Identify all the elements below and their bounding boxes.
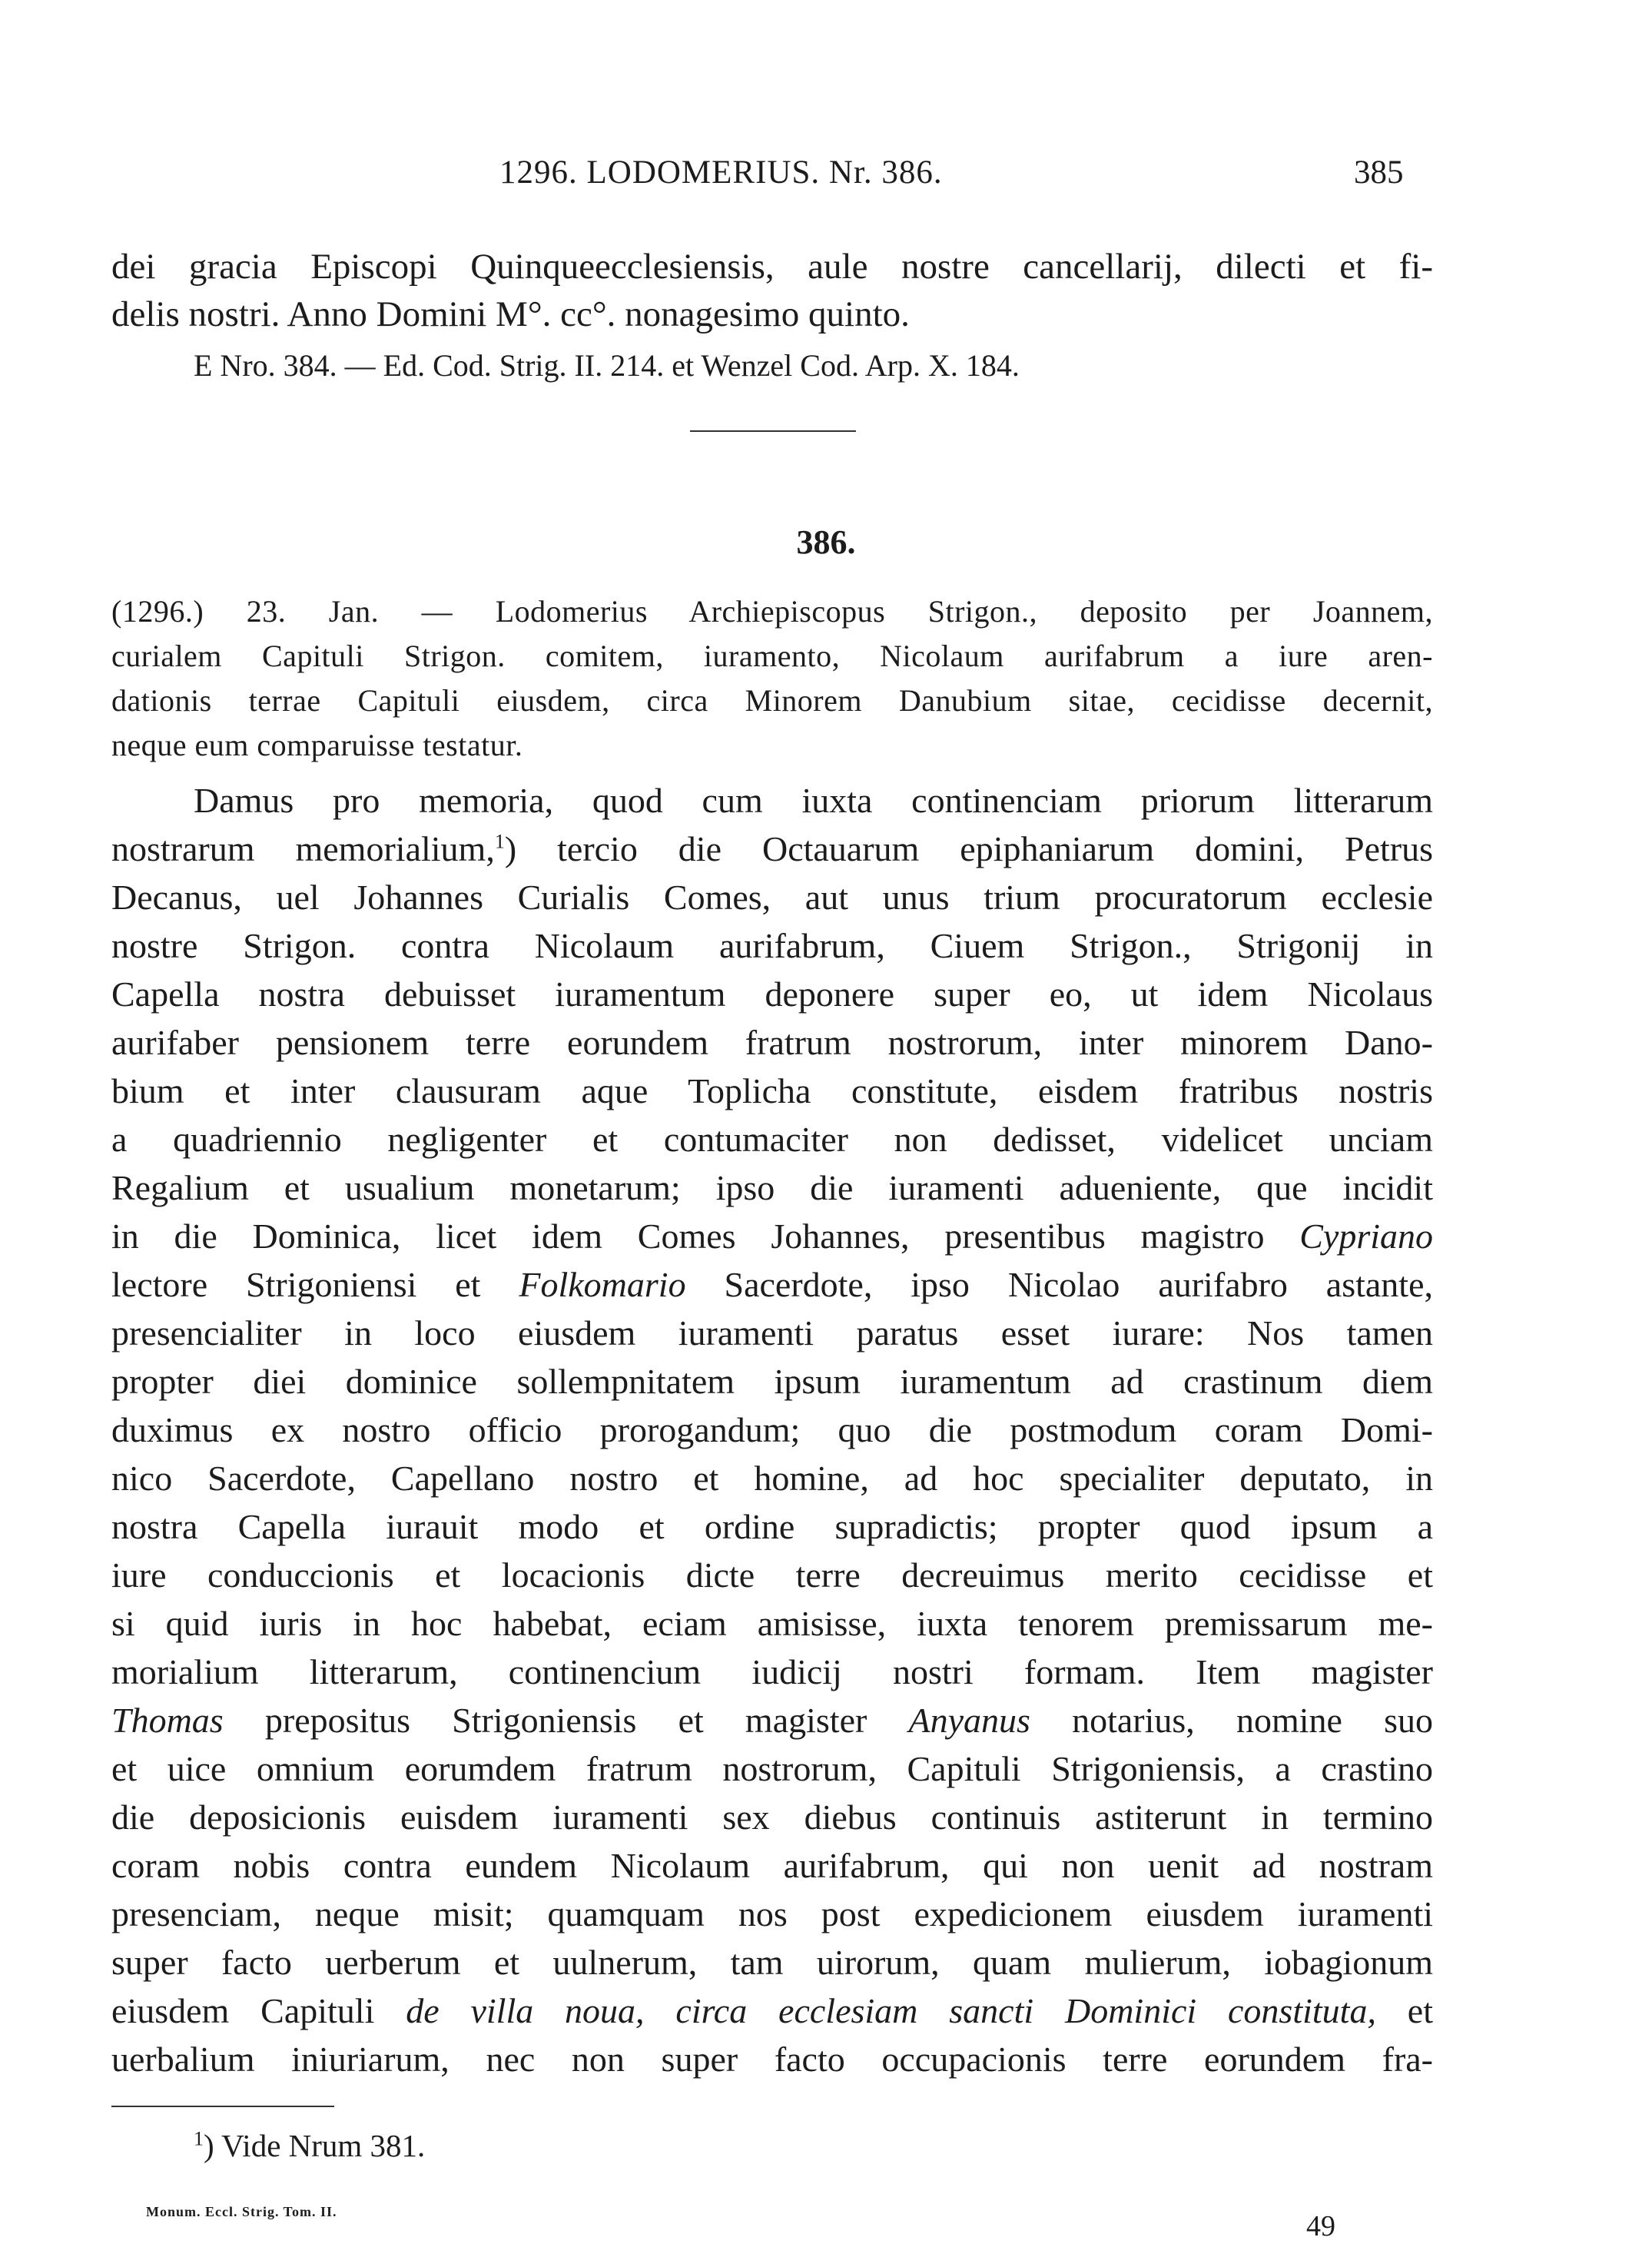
italic-name: Anyanus xyxy=(908,1701,1030,1740)
section-divider xyxy=(690,430,856,432)
italic-name: Cypriano xyxy=(1299,1216,1434,1256)
footnote-marker: 1 xyxy=(194,2127,204,2150)
edition-note: E Nro. 384. — Ed. Cod. Strig. II. 214. et Wenzel Cod. Arp. X. 184. xyxy=(194,348,1020,383)
text-line: coram nobis contra eundem Nicolaum aurifabrum, qui non uenit ad nostram xyxy=(111,1846,1433,1885)
regest-line: (1296.) 23. Jan. — Lodomerius Archiepiscopus Strigon., deposito per Joannem, xyxy=(111,594,1433,629)
text-line: Decanus, uel Johannes Curialis Comes, aut unus trium procuratorum ecclesie xyxy=(111,878,1433,917)
text-line: nico Sacerdote, Capellano nostro et homine, ad hoc specialiter deputato, in xyxy=(111,1459,1433,1498)
footnote-reference: 1 xyxy=(494,830,505,853)
italic-name: Folkomario xyxy=(519,1265,686,1304)
text-line: Regalium et usualium monetarum; ipso die iuramenti adueniente, que incidit xyxy=(111,1168,1433,1207)
text-line: si quid iuris in hoc habebat, eciam amisisse, iuxta tenorem premissarum me- xyxy=(111,1604,1433,1643)
previous-doc-line: delis nostri. Anno Domini M°. cc°. nonagesimo quinto. xyxy=(111,294,910,334)
regest-line: curialem Capituli Strigon. comitem, iuramento, Nicolaum aurifabrum a iure aren- xyxy=(111,639,1433,673)
italic-name: Thomas xyxy=(111,1701,224,1740)
text-line: propter diei dominice sollempnitatem ipsum iuramentum ad crastinum diem xyxy=(111,1362,1433,1401)
text-line: iure conduccionis et locacionis dicte terre decreuimus merito cecidisse et xyxy=(111,1555,1433,1595)
footnote: $^1$) Vide Nrum 381. xyxy=(194,2127,426,2163)
text-line: a quadriennio negligenter et contumaciter non dedisset, videlicet unciam xyxy=(111,1120,1433,1159)
text-line: et uice omnium eorumdem fratrum nostrorum, Capituli Strigoniensis, a crastino xyxy=(111,1749,1433,1788)
printer-signature: Monum. Eccl. Strig. Tom. II. xyxy=(146,2204,337,2219)
text-line: Thomas prepositus Strigoniensis et magister Anyanus notarius, nomine suo xyxy=(111,1701,1434,1740)
text-line: super facto uerberum et uulnerum, tam uirorum, quam mulierum, iobagionum xyxy=(111,1943,1433,1982)
text-line: nostre Strigon. contra Nicolaum aurifabrum, Ciuem Strigon., Strigonij in xyxy=(111,926,1433,965)
previous-doc-line: dei gracia Episcopi Quinqueecclesiensis, aule nostre cancellarij, dilecti et fi- xyxy=(111,247,1433,287)
italic-place: de villa noua, circa ecclesiam sancti Dominici constituta, xyxy=(406,1991,1376,2030)
text-line: uerbalium iniuriarum, nec non super facto occupacionis terre eorundem fra- xyxy=(111,2040,1433,2079)
text-line: nostrarum memorialium,$^1$) tercio die Octauarum epiphaniarum domini, Petrus xyxy=(111,829,1433,868)
text-line: eiusdem Capituli de villa noua, circa ecclesiam sancti Dominici constituta, et xyxy=(111,1991,1433,2030)
running-title: 1296. LODOMERIUS. Nr. 386. xyxy=(499,154,943,191)
text-line: Capella nostra debuisset iuramentum deponere super eo, ut idem Nicolaus xyxy=(111,974,1433,1014)
text-line: Damus pro memoria, quod cum iuxta continenciam priorum litterarum xyxy=(194,781,1433,820)
text-line: lectore Strigoniensi et Folkomario Sacerdote, ipso Nicolao aurifabro astante, xyxy=(111,1265,1434,1304)
text-line: in die Dominica, licet idem Comes Johannes, presentibus magistro Cypriano xyxy=(111,1216,1434,1256)
text-line: presenciam, neque misit; quamquam nos post expedicionem eiusdem iuramenti xyxy=(111,1894,1433,1933)
regest-line: neque eum comparuisse testatur. xyxy=(111,728,523,762)
page-number: 385 xyxy=(1354,154,1404,191)
text-line: duximus ex nostro officio prorogandum; quo die postmodum coram Domi- xyxy=(111,1410,1433,1449)
text-line: aurifaber pensionem terre eorundem fratrum nostrorum, inter minorem Dano- xyxy=(111,1023,1433,1062)
text-line: nostra Capella iurauit modo et ordine supradictis; propter quod ipsum a xyxy=(111,1507,1433,1546)
text-line: die deposicionis euisdem iuramenti sex diebus continuis astiterunt in termino xyxy=(111,1797,1433,1837)
regest-line: dationis terrae Capituli eiusdem, circa Minorem Danubium sitae, cecidisse decernit, xyxy=(111,683,1433,718)
text-line: presencialiter in loco eiusdem iuramenti paratus esset iurare: Nos tamen xyxy=(111,1313,1433,1353)
document-number: 386. xyxy=(796,523,856,561)
running-head xyxy=(0,154,1652,200)
text-line: morialium litterarum, continencium iudicij nostri formam. Item magister xyxy=(111,1652,1433,1691)
text-line: bium et inter clausuram aque Toplicha constitute, eisdem fratribus nostris xyxy=(111,1071,1433,1110)
footnote-rule xyxy=(111,2106,334,2107)
sheet-number: 49 xyxy=(1306,2210,1335,2242)
